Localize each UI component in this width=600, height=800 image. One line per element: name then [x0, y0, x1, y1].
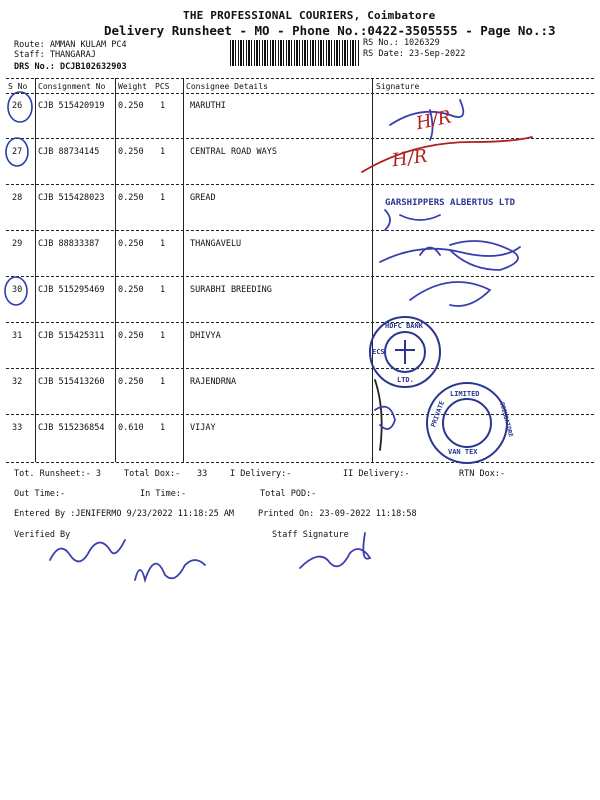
col-sno: S No	[8, 82, 28, 91]
in-time: In Time:-	[140, 489, 187, 499]
row-consignment: CJB 515428023	[38, 193, 105, 203]
tot-runsheet: Tot. Runsheet:- 3	[14, 469, 101, 479]
row-consignment: CJB 515295469	[38, 285, 105, 295]
row-consignee: SURABHI BREEDING	[190, 285, 272, 295]
row-weight: 0.610	[118, 423, 144, 433]
company-title: THE PROFESSIONAL COURIERS, Coimbatore	[183, 9, 436, 22]
out-time: Out Time:-	[14, 489, 66, 499]
entered-by: Entered By :JENIFERMO 9/23/2022 11:18:25 AM	[14, 509, 235, 519]
row-pcs: 1	[160, 377, 166, 387]
row-consignee: VIJAY	[190, 423, 216, 433]
sig-scribble	[362, 137, 532, 172]
vantex-left: PRIVATE	[429, 399, 447, 429]
row-sno: 28	[12, 193, 23, 203]
col-signature: Signature	[376, 82, 420, 91]
row-weight: 0.250	[118, 239, 144, 249]
sig-28-text: GARSHIPPERS ALBERTUS LTD	[385, 198, 516, 208]
row-consignment: CJB 515420919	[38, 101, 105, 111]
runsheet-subtitle: Delivery Runsheet - MO - Phone No.:0422-3505555 - Page No.:3	[104, 23, 556, 38]
printed-on: Printed On: 23-09-2022 11:18:58	[258, 509, 417, 519]
col-consignment: Consignment No	[38, 82, 106, 91]
row-pcs: 1	[160, 193, 166, 203]
row-consignee: GREAD	[190, 193, 216, 203]
rs-date: RS Date: 23-Sep-2022	[363, 49, 466, 59]
row-consignment: CJB 515236854	[38, 423, 105, 433]
col-pcs: PCS	[155, 82, 170, 91]
col-consignee: Consignee Details	[186, 82, 268, 91]
row-pcs: 1	[160, 239, 166, 249]
verified-by: Verified By	[14, 530, 71, 540]
circle-mark	[8, 92, 32, 122]
rtn-dox: RTN Dox:-	[459, 469, 506, 479]
row-sno: 30	[12, 285, 23, 295]
row-weight: 0.250	[118, 147, 144, 157]
row-consignee: RAJENDRNA	[190, 377, 237, 387]
sig-scribble	[375, 380, 382, 450]
i-delivery: I Delivery:-	[230, 469, 292, 479]
row-pcs: 1	[160, 101, 166, 111]
sig-scribble	[385, 210, 440, 230]
row-weight: 0.250	[118, 285, 144, 295]
route-label: Route: AMMAN KULAM PC4	[14, 40, 127, 50]
ii-delivery: II Delivery:-	[343, 469, 410, 479]
col-weight: Weight	[118, 82, 147, 91]
vantex-bottom: VAN TEX	[448, 448, 478, 456]
row-weight: 0.250	[118, 101, 144, 111]
row-weight: 0.250	[118, 331, 144, 341]
row-sno: 31	[12, 331, 23, 341]
row-sno: 29	[12, 239, 23, 249]
row-consignment: CJB 515413260	[38, 377, 105, 387]
sig-scribble	[375, 407, 395, 429]
drs-label: DRS No.: DCJB102632903	[14, 62, 127, 72]
row-sno: 27	[12, 147, 23, 157]
circle-mark	[5, 277, 27, 305]
circle-mark	[6, 138, 28, 166]
staff-signature-label: Staff Signature	[272, 530, 349, 540]
rs-no: RS No.: 1026329	[363, 38, 440, 48]
vantex-right: COIMBATORE	[498, 401, 515, 438]
row-sno: 33	[12, 423, 23, 433]
row-sno: 32	[12, 377, 23, 387]
total-pod: Total POD:-	[260, 489, 317, 499]
row-consignment: CJB 88734145	[38, 147, 100, 157]
sig-27-text: H/R	[390, 145, 429, 172]
total-dox-value: 33	[197, 469, 208, 479]
verified-signature-2	[135, 560, 205, 580]
hdfc-left: ECS	[372, 348, 385, 356]
row-consignment: CJB 88833387	[38, 239, 100, 249]
row-sno: 26	[12, 101, 23, 111]
vantex-top: LIMITED	[450, 390, 480, 398]
row-pcs: 1	[160, 285, 166, 295]
row-pcs: 1	[160, 423, 166, 433]
row-consignee: THANGAVELU	[190, 239, 242, 249]
hdfc-bottom: LTD.	[397, 376, 414, 384]
row-weight: 0.250	[118, 193, 144, 203]
sig-scribble	[410, 282, 490, 306]
row-weight: 0.250	[118, 377, 144, 387]
row-pcs: 1	[160, 147, 166, 157]
row-consignee: MARUTHI	[190, 101, 226, 111]
row-consignee: DHIVYA	[190, 331, 221, 341]
staff-label: Staff: THANGARAJ	[14, 50, 96, 60]
total-dox-label: Total Dox:-	[124, 469, 181, 479]
sig-26-text: H/R	[414, 106, 454, 135]
sno-circles	[5, 92, 32, 305]
row-pcs: 1	[160, 331, 166, 341]
hdfc-top: HDFC BANK	[385, 322, 423, 330]
row-consignee: CENTRAL ROAD WAYS	[190, 147, 277, 157]
row-consignment: CJB 515425311	[38, 331, 105, 341]
